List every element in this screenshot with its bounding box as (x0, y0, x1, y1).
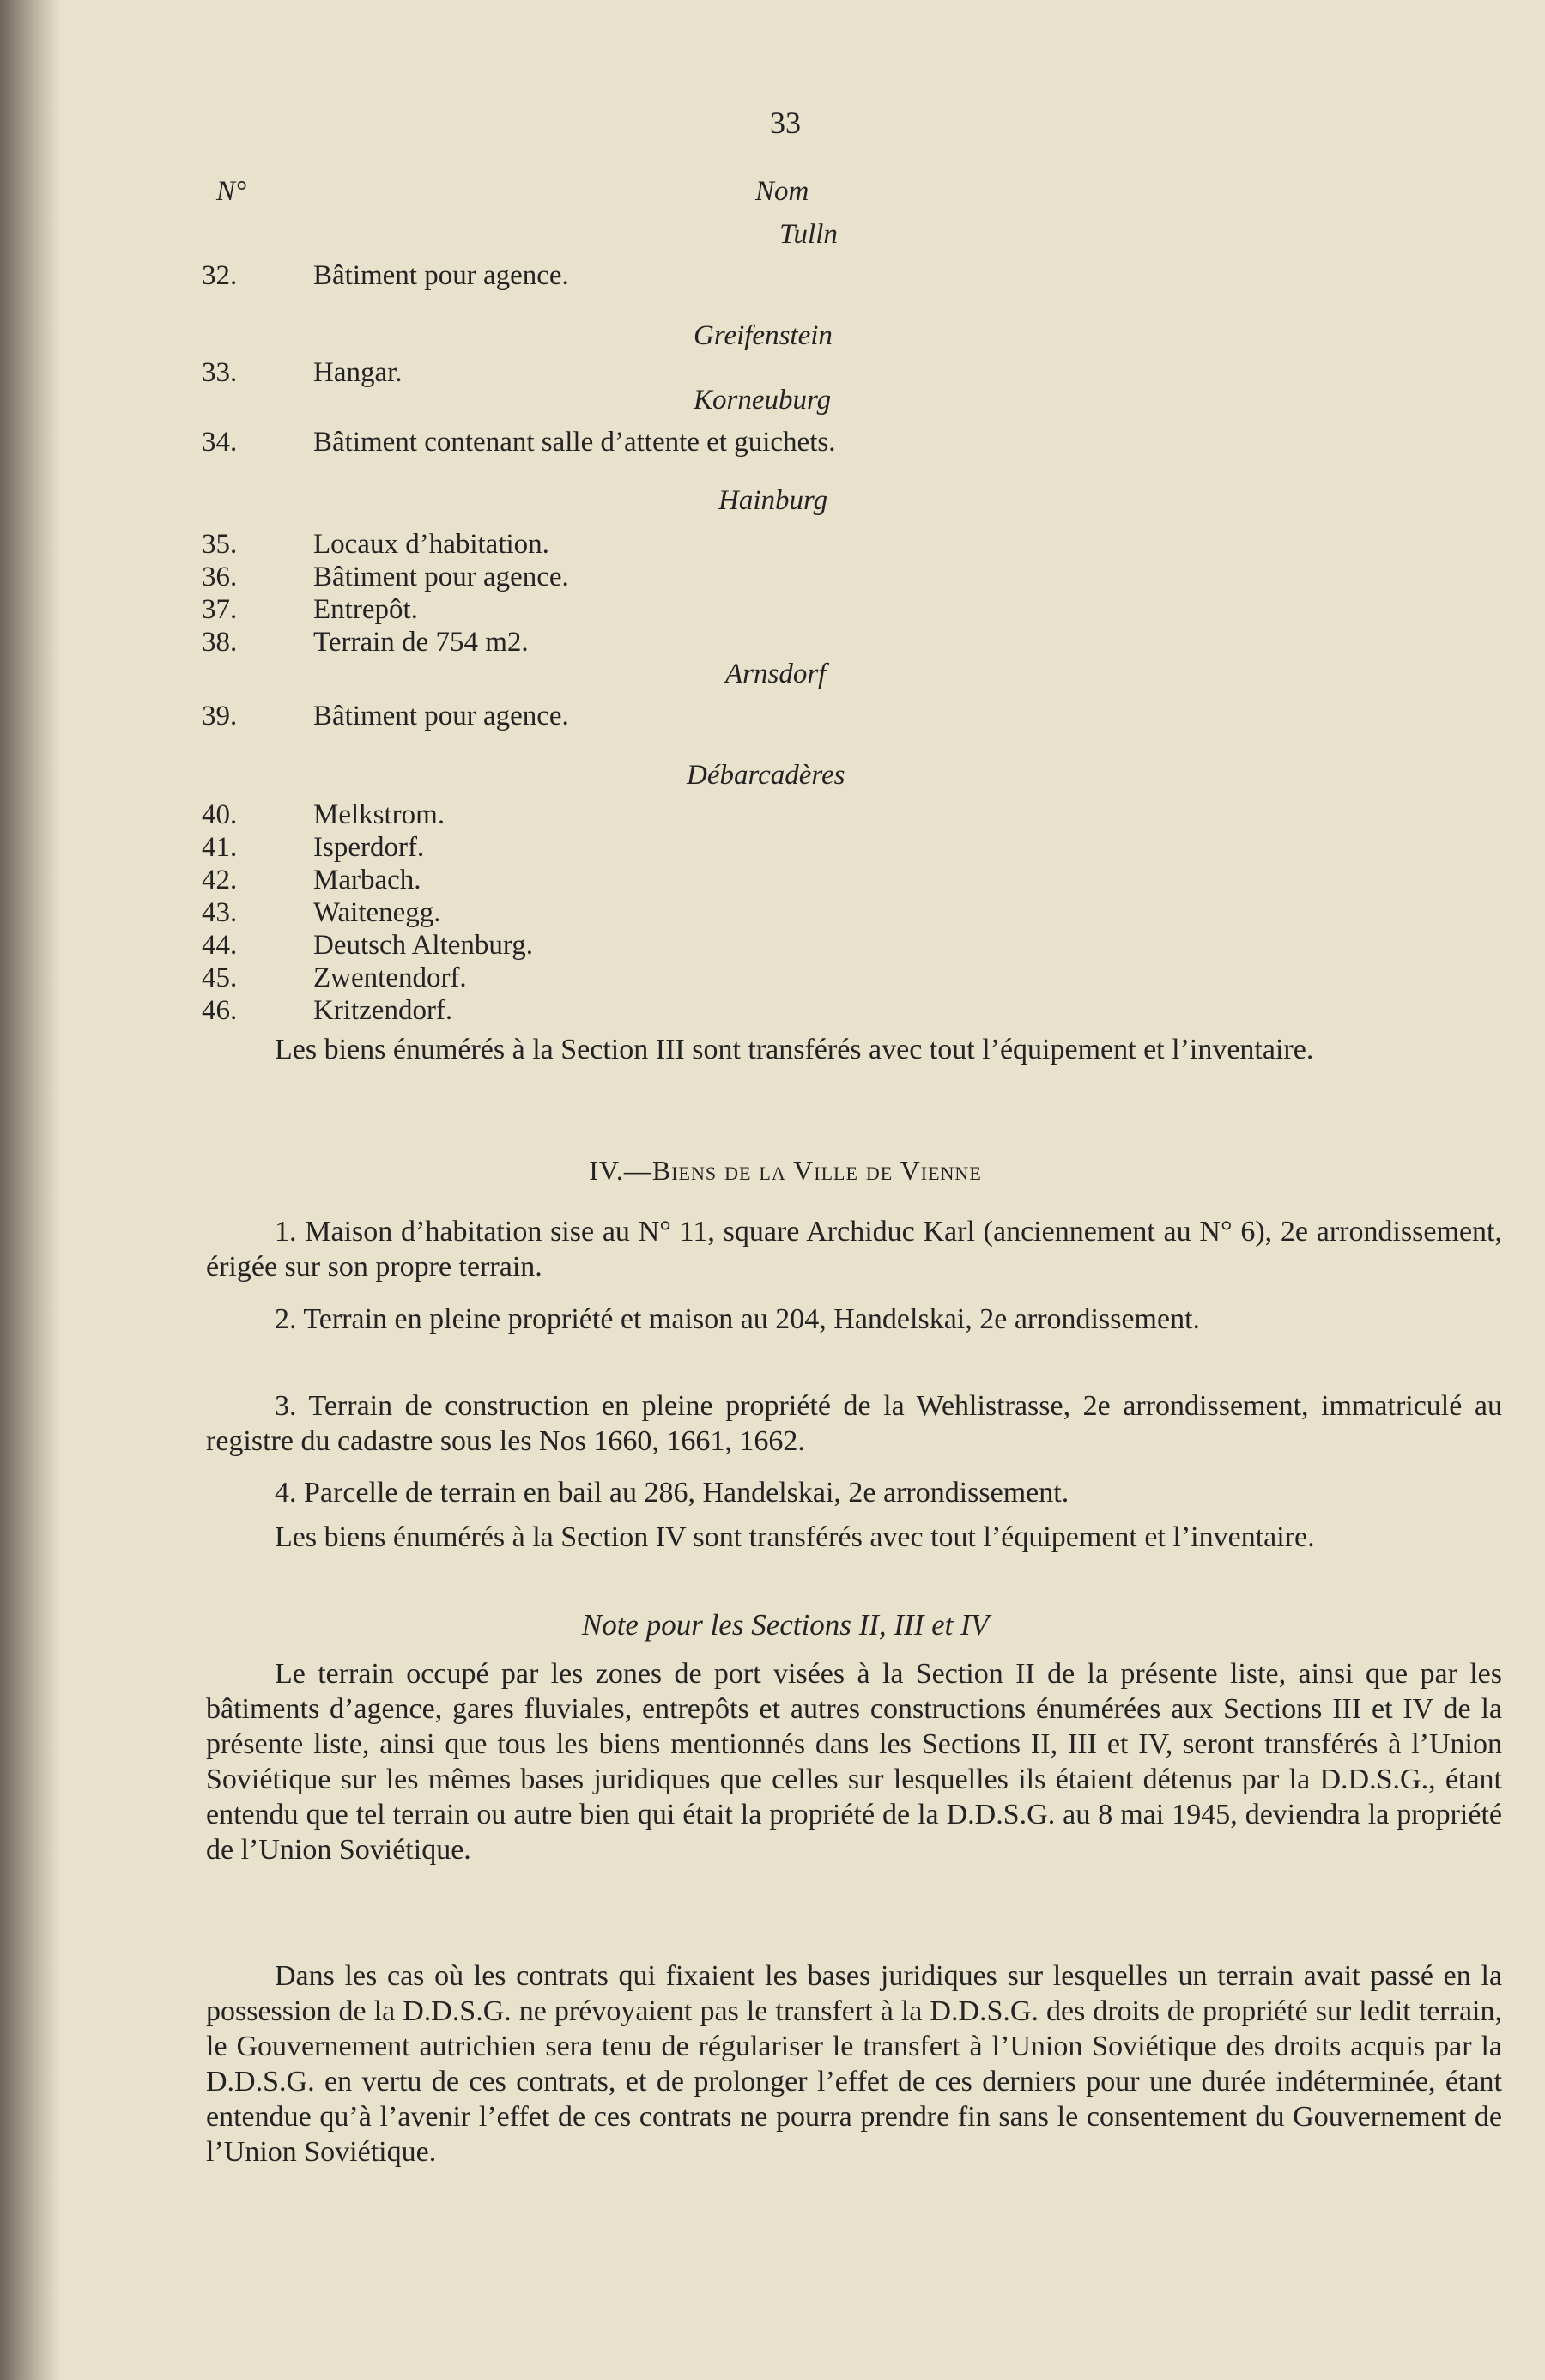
section-4-item-3: 3. Terrain de construction en pleine propriété de la Wehlistrasse, 2e arrondissement, immatriculé au registre du cadastre sous les Nos 1660, 1661, 1662. (206, 1390, 1502, 1457)
item-text: Bâtiment pour agence. (313, 260, 569, 291)
page-number: 33 (770, 106, 801, 140)
section-3-closing: Les biens énumérés à la Section III sont transférés avec tout l’équipement et l’inventaire. (275, 1034, 1314, 1066)
item-text: Marbach. (313, 865, 421, 896)
book-gutter-shadow (0, 0, 60, 2380)
item-number: 33. (202, 357, 238, 388)
item-text: Entrepôt. (313, 594, 418, 625)
item-number: 39. (202, 701, 238, 732)
section-4-title: IV.—Biens de la Ville de Vienne (589, 1155, 982, 1186)
item-text: Waitenegg. (313, 897, 441, 928)
column-header-name: Nom (755, 176, 809, 207)
item-number: 38. (202, 627, 238, 658)
item-text: Zwentendorf. (313, 962, 467, 993)
item-number: 37. (202, 594, 238, 625)
item-number: 40. (202, 799, 238, 830)
section-4-item-4: 4. Parcelle de terrain en bail au 286, Handelskai, 2e arrondissement. (275, 1477, 1069, 1509)
note-title: Note pour les Sections II, III et IV (581, 1608, 990, 1642)
item-number: 45. (202, 962, 238, 993)
item-number: 32. (202, 260, 238, 291)
item-text: Bâtiment pour agence. (313, 701, 569, 732)
place-heading-debarcaderes: Débarcadères (687, 760, 845, 791)
item-number: 43. (202, 897, 238, 928)
place-heading-korneuburg: Korneuburg (694, 385, 832, 416)
place-heading-arnsdorf: Arnsdorf (725, 659, 827, 689)
item-number: 41. (202, 832, 238, 863)
item-text: Kritzendorf. (313, 995, 453, 1026)
section-4-closing: Les biens énumérés à la Section IV sont transférés avec tout l’équipement et l’inventaire. (275, 1521, 1315, 1553)
item-text: Melkstrom. (313, 799, 445, 830)
item-text: Terrain de 754 m2. (313, 627, 529, 658)
item-number: 42. (202, 865, 238, 896)
column-header-number: N° (216, 176, 247, 207)
item-text: Hangar. (313, 357, 403, 388)
item-number: 44. (202, 930, 238, 961)
item-number: 36. (202, 562, 238, 592)
item-text: Isperdorf. (313, 832, 425, 863)
item-text: Bâtiment pour agence. (313, 562, 569, 592)
place-heading-greifenstein: Greifenstein (694, 320, 833, 351)
item-text: Deutsch Altenburg. (313, 930, 534, 961)
place-heading-hainburg: Hainburg (718, 485, 828, 516)
document-page (60, 0, 1545, 2380)
section-4-item-2: 2. Terrain en pleine propriété et maison au 204, Handelskai, 2e arrondissement. (275, 1303, 1201, 1335)
place-heading-tulln: Tulln (779, 219, 838, 250)
note-paragraph-2: Dans les cas où les contrats qui fixaient les bases juridiques sur lesquelles un terrain avait passé en la possession de la D.D.S.G. ne prévoyaient pas le transfert à la D.D.S.G. des droits de propriété sur ledit terrain, le Gouvernement autrichien sera tenu de régulariser le transfert à l’Union Soviétique des droits acquis par la D.D.S.G. en vertu de ces contrats, et de prolonger l’effet de ces derniers pour une durée indéterminée, étant entendue qu’à l’avenir l’effet de ces contrats ne pourra prendre fin sans le consentement du Gouvernement de l’Union Soviétique. (206, 1960, 1502, 2168)
note-paragraph-1: Le terrain occupé par les zones de port visées à la Section II de la présente liste, ainsi que par les bâtiments d’agence, gares fluviales, entrepôts et autres constructions énumérées aux Sections III et IV de la présente liste, ainsi que tous les biens mentionnés dans les Sections II, III et IV, seront transférés à l’Union Soviétique sur les mêmes bases juridiques que celles sur lesquelles ils étaient détenus par la D.D.S.G., étant entendu que tel terrain ou autre bien qui était la propriété de la D.D.S.G. au 8 mai 1945, deviendra la propriété de l’Union Soviétique. (206, 1658, 1502, 1866)
item-number: 46. (202, 995, 238, 1026)
item-text: Bâtiment contenant salle d’attente et guichets. (313, 427, 836, 458)
item-number: 34. (202, 427, 238, 458)
section-4-item-1: 1. Maison d’habitation sise au N° 11, square Archiduc Karl (anciennement au N° 6), 2e arrondissement, érigée sur son propre terrain. (206, 1216, 1502, 1283)
item-number: 35. (202, 529, 238, 560)
item-text: Locaux d’habitation. (313, 529, 549, 560)
